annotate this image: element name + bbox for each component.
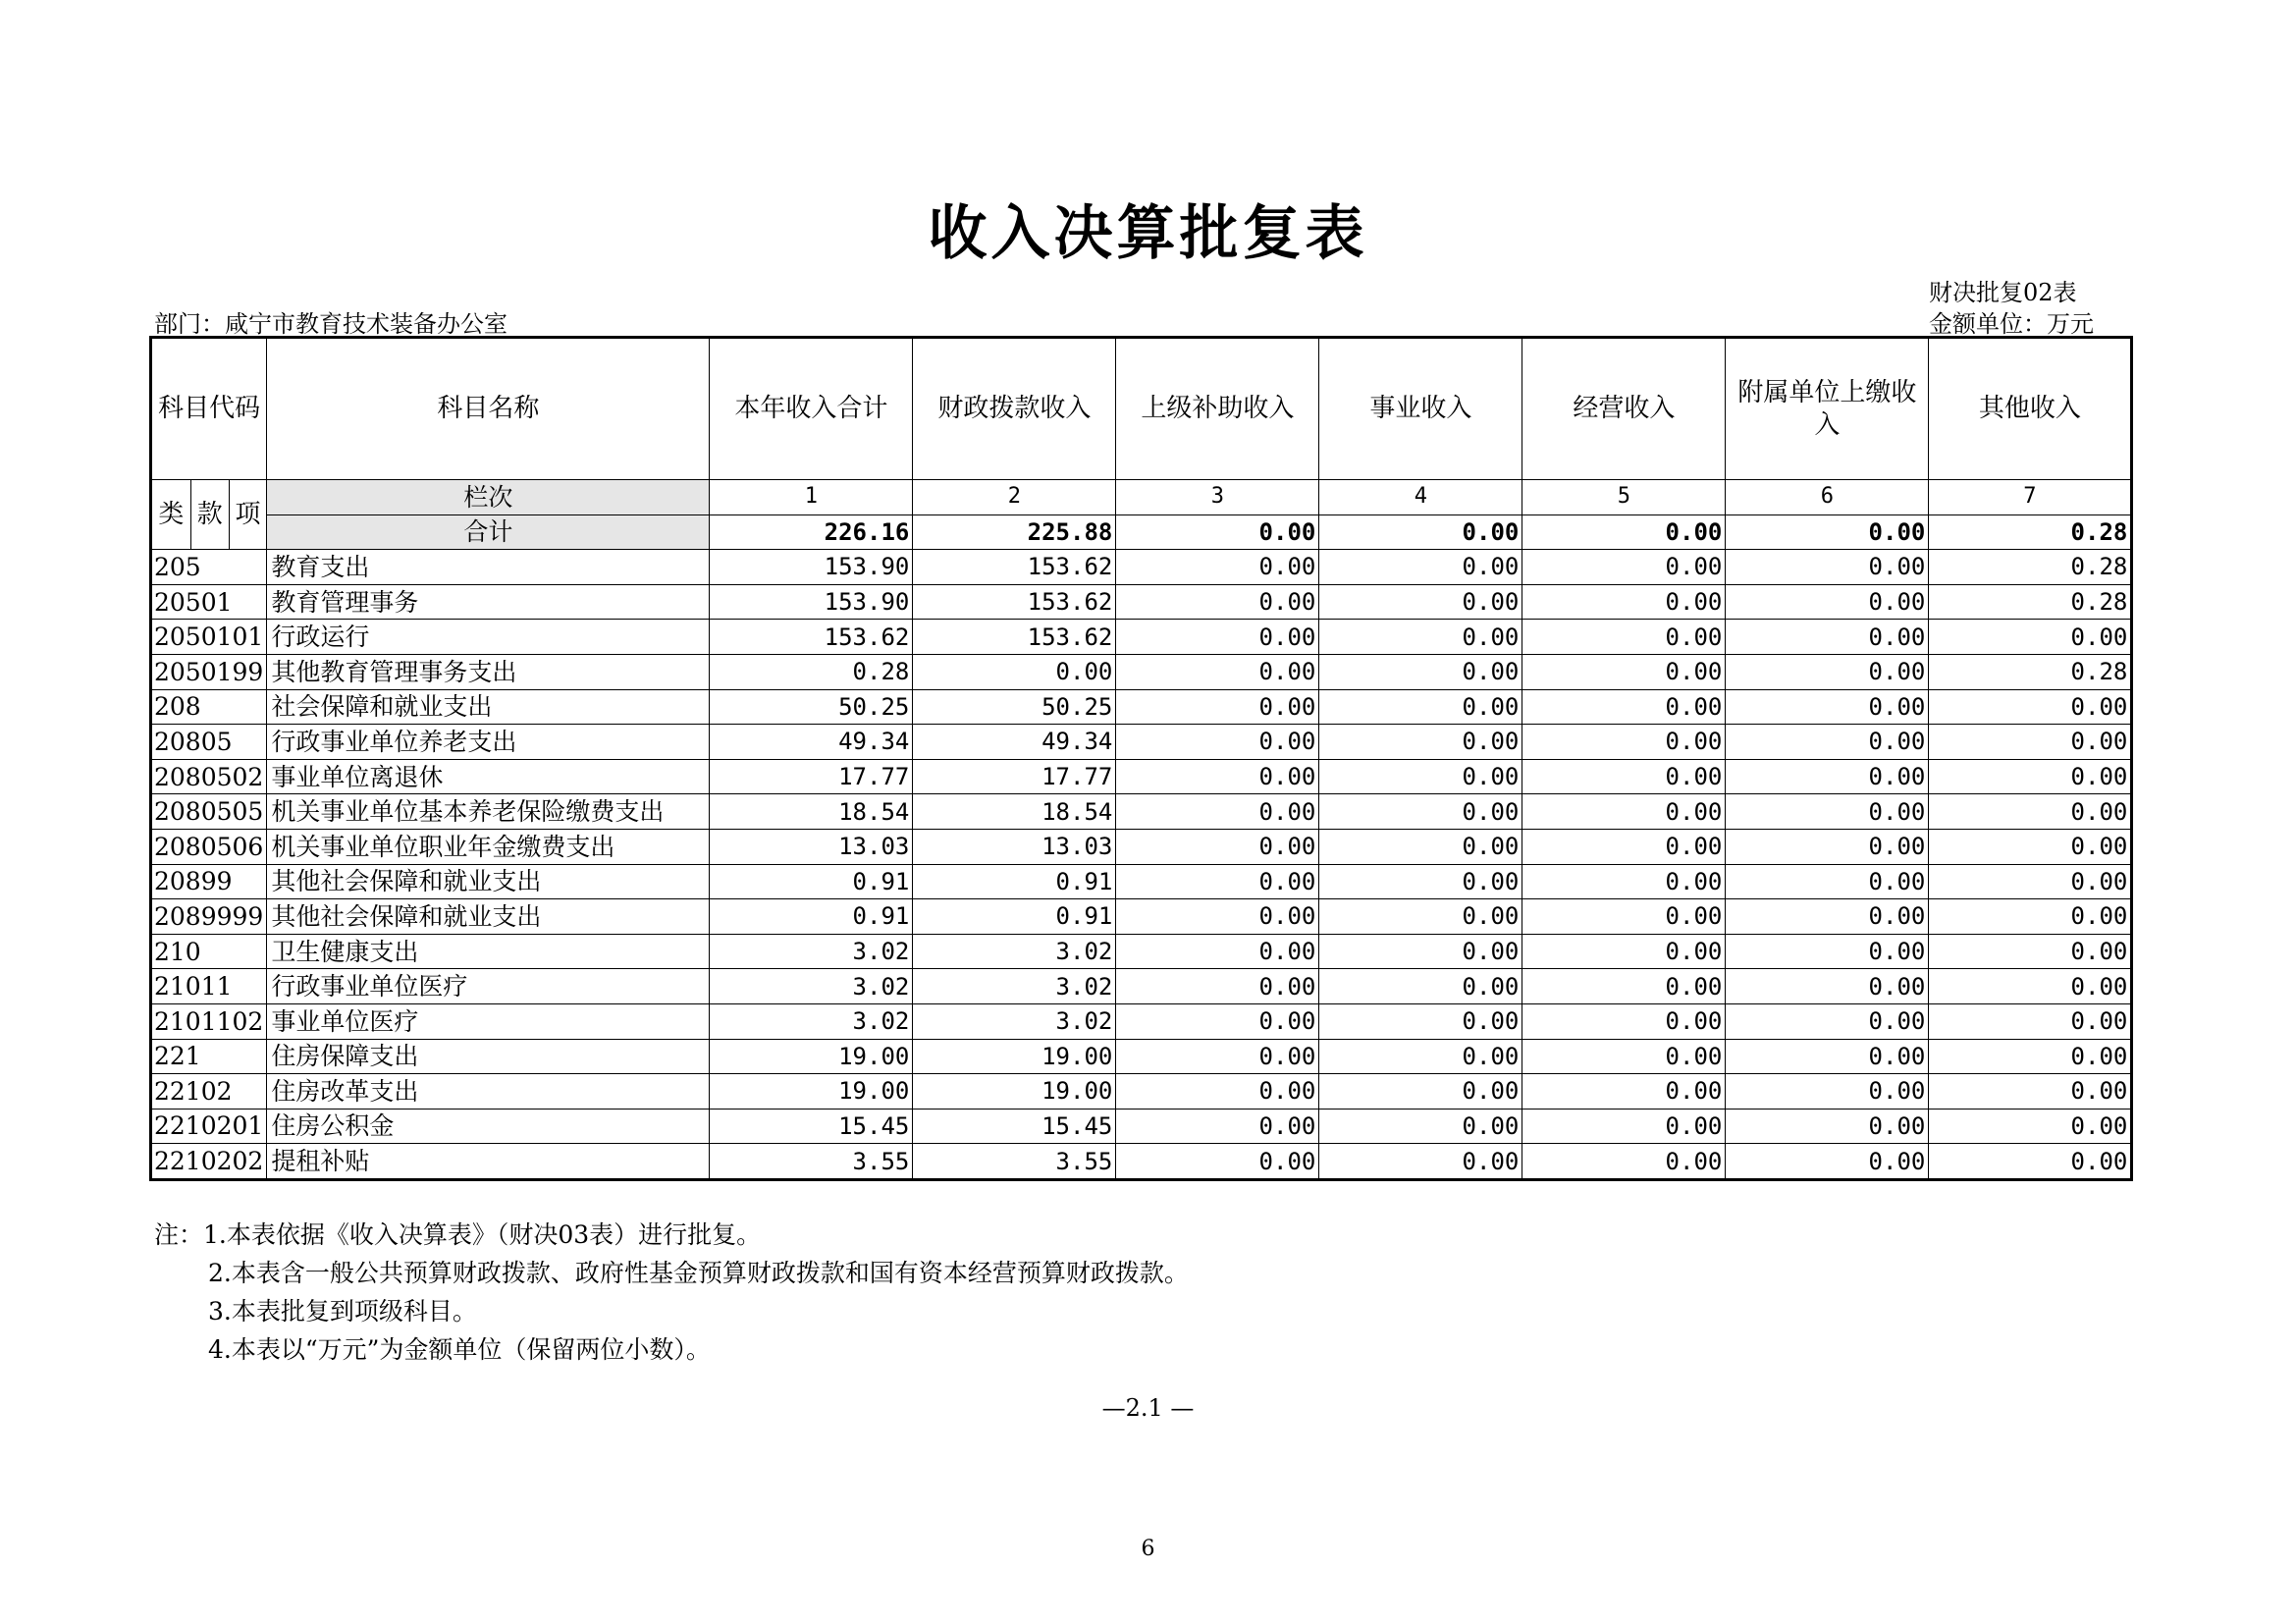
amount-cell: 0.00: [1726, 969, 1929, 1004]
amount-cell: 153.62: [913, 620, 1116, 655]
lanci-number: 3: [1116, 480, 1319, 515]
amount-cell: 0.00: [1319, 899, 1522, 935]
subject-name-cell: 事业单位离退休: [267, 759, 710, 794]
header-col-2: 财政拨款收入: [913, 338, 1116, 480]
table-row: [151, 620, 2132, 655]
form-code: 财决批复02表: [1929, 279, 2077, 306]
amount-cell: 0.00: [1726, 1039, 1929, 1074]
amount-cell: 19.00: [913, 1074, 1116, 1110]
amount-cell: 0.00: [1319, 1109, 1522, 1144]
amount-cell: 19.00: [710, 1039, 913, 1074]
amount-cell: 0.00: [1116, 584, 1319, 620]
subject-name-cell: 教育支出: [267, 550, 710, 585]
amount-cell: 0.00: [1116, 969, 1319, 1004]
amount-cell: 17.77: [913, 759, 1116, 794]
note-line: 2.本表含一般公共预算财政拨款、政府性基金预算财政拨款和国有资本经营预算财政拨款。: [208, 1259, 1189, 1287]
amount-cell: 0.91: [710, 864, 913, 899]
subject-name-cell: 其他社会保障和就业支出: [267, 864, 710, 899]
amount-cell: 3.02: [710, 1003, 913, 1039]
table-row: [151, 1039, 2132, 1074]
amount-cell: 0.00: [1522, 725, 1726, 760]
amount-cell: 0.00: [1319, 550, 1522, 585]
amount-cell: 0.00: [1116, 864, 1319, 899]
amount-cell: 0.28: [1929, 584, 2132, 620]
subject-name-cell: 其他教育管理事务支出: [267, 654, 710, 689]
subject-code-cell: 2050101: [151, 620, 267, 655]
amount-cell: 0.00: [1929, 689, 2132, 725]
amount-cell: 0.00: [1726, 1109, 1929, 1144]
total-cell: 0.00: [1522, 514, 1726, 550]
amount-cell: 0.91: [913, 899, 1116, 935]
amount-cell: 0.00: [1726, 725, 1929, 760]
amount-cell: 0.00: [1116, 1074, 1319, 1110]
header-subject-code: 科目代码: [151, 338, 267, 480]
subject-name-cell: 提租补贴: [267, 1144, 710, 1180]
amount-cell: 0.00: [1929, 934, 2132, 969]
amount-cell: 50.25: [710, 689, 913, 725]
amount-cell: 0.00: [1522, 864, 1726, 899]
subject-code-cell: 20805: [151, 725, 267, 760]
amount-cell: 0.00: [1522, 584, 1726, 620]
amount-cell: 0.00: [1726, 794, 1929, 830]
amount-cell: 153.90: [710, 584, 913, 620]
subject-code-cell: 2050199: [151, 654, 267, 689]
amount-cell: 3.02: [710, 969, 913, 1004]
amount-cell: 0.00: [1522, 829, 1726, 864]
lanci-number: 4: [1319, 480, 1522, 515]
amount-cell: 0.00: [1929, 969, 2132, 1004]
subject-code-cell: 22102: [151, 1074, 267, 1110]
amount-cell: 0.00: [1522, 794, 1726, 830]
total-cell: 0.00: [1319, 514, 1522, 550]
subject-code-cell: 2089999: [151, 899, 267, 935]
amount-cell: 0.00: [1726, 864, 1929, 899]
amount-cell: 0.00: [1319, 654, 1522, 689]
amount-cell: 0.00: [1319, 1039, 1522, 1074]
amount-cell: 18.54: [913, 794, 1116, 830]
amount-cell: 19.00: [913, 1039, 1116, 1074]
amount-cell: 0.00: [1726, 584, 1929, 620]
amount-cell: 0.00: [1522, 654, 1726, 689]
amount-cell: 0.00: [1929, 1144, 2132, 1180]
amount-cell: 0.00: [1522, 969, 1726, 1004]
subject-name-cell: 事业单位医疗: [267, 1003, 710, 1039]
amount-cell: 0.00: [1522, 1039, 1726, 1074]
amount-cell: 0.00: [1929, 1074, 2132, 1110]
amount-cell: 0.00: [1929, 725, 2132, 760]
table-row: [151, 934, 2132, 969]
header-col-1: 本年收入合计: [710, 338, 913, 480]
amount-cell: 0.00: [1726, 689, 1929, 725]
subject-name-cell: 行政事业单位医疗: [267, 969, 710, 1004]
header-col-5: 经营收入: [1522, 338, 1726, 480]
amount-cell: 0.00: [1116, 1003, 1319, 1039]
amount-cell: 0.00: [1929, 899, 2132, 935]
notes: [154, 1216, 1189, 1369]
amount-cell: 15.45: [913, 1109, 1116, 1144]
table-row: [151, 829, 2132, 864]
total-label: 合计: [267, 514, 710, 550]
amount-cell: 0.00: [1522, 1144, 1726, 1180]
lanci-number: 1: [710, 480, 913, 515]
amount-cell: 0.00: [1726, 1003, 1929, 1039]
unit-label: 金额单位：万元: [1929, 310, 2094, 338]
amount-cell: 15.45: [710, 1109, 913, 1144]
subject-name-cell: 机关事业单位职业年金缴费支出: [267, 829, 710, 864]
amount-cell: 0.00: [1116, 794, 1319, 830]
table-row: [151, 899, 2132, 935]
amount-cell: 0.91: [913, 864, 1116, 899]
total-cell: 226.16: [710, 514, 913, 550]
subject-code-cell: 2210202: [151, 1144, 267, 1180]
subject-name-cell: 机关事业单位基本养老保险缴费支出: [267, 794, 710, 830]
subject-name-cell: 教育管理事务: [267, 584, 710, 620]
amount-cell: 0.00: [1726, 934, 1929, 969]
lanci-number: 6: [1726, 480, 1929, 515]
amount-cell: 49.34: [913, 725, 1116, 760]
amount-cell: 0.00: [1116, 899, 1319, 935]
table-row: [151, 864, 2132, 899]
header-xiang: 项: [229, 480, 267, 550]
amount-cell: 3.02: [913, 969, 1116, 1004]
page-number: 6: [1141, 1537, 1155, 1561]
total-cell: 0.00: [1726, 514, 1929, 550]
amount-cell: 153.62: [913, 584, 1116, 620]
amount-cell: 0.28: [1929, 654, 2132, 689]
amount-cell: 0.00: [1726, 620, 1929, 655]
amount-cell: 0.00: [1522, 620, 1726, 655]
amount-cell: 0.00: [1116, 1144, 1319, 1180]
note-line: 注：1.本表依据《收入决算表》（财决03表）进行批复。: [154, 1220, 762, 1249]
amount-cell: 3.55: [710, 1144, 913, 1180]
amount-cell: 0.00: [1929, 794, 2132, 830]
subject-name-cell: 行政运行: [267, 620, 710, 655]
subject-name-cell: 住房保障支出: [267, 1039, 710, 1074]
amount-cell: 0.00: [1726, 1144, 1929, 1180]
lanci-number: 7: [1929, 480, 2132, 515]
amount-cell: 0.00: [1116, 759, 1319, 794]
page-title: 收入决算批复表: [928, 199, 1368, 268]
amount-cell: 0.00: [1319, 1003, 1522, 1039]
amount-cell: 153.62: [710, 620, 913, 655]
amount-cell: 49.34: [710, 725, 913, 760]
subject-code-cell: 221: [151, 1039, 267, 1074]
header-kuan: 款: [190, 480, 229, 550]
table-row: [151, 654, 2132, 689]
amount-cell: 0.00: [1929, 1003, 2132, 1039]
amount-cell: 0.00: [1522, 1074, 1726, 1110]
lanci-label: 栏次: [267, 480, 710, 515]
table-row: [151, 794, 2132, 830]
subject-code-cell: 2080506: [151, 829, 267, 864]
amount-cell: 0.00: [1319, 689, 1522, 725]
amount-cell: 18.54: [710, 794, 913, 830]
amount-cell: 0.00: [1522, 759, 1726, 794]
table-row: [151, 1144, 2132, 1180]
subject-code-cell: 20899: [151, 864, 267, 899]
subject-code-cell: 210: [151, 934, 267, 969]
amount-cell: 0.00: [1116, 829, 1319, 864]
lanci-number: 5: [1522, 480, 1726, 515]
subject-name-cell: 住房公积金: [267, 1109, 710, 1144]
amount-cell: 0.00: [1522, 934, 1726, 969]
amount-cell: 3.02: [913, 934, 1116, 969]
header-col-7: 其他收入: [1929, 338, 2132, 480]
total-cell: 0.00: [1116, 514, 1319, 550]
table-row: [151, 689, 2132, 725]
amount-cell: 0.00: [1726, 550, 1929, 585]
table-row: [151, 725, 2132, 760]
header-subject-name: 科目名称: [267, 338, 710, 480]
amount-cell: 0.91: [710, 899, 913, 935]
amount-cell: 0.00: [1319, 1074, 1522, 1110]
amount-cell: 0.00: [913, 654, 1116, 689]
header-col-4: 事业收入: [1319, 338, 1522, 480]
table-row: [151, 759, 2132, 794]
lanci-row: [151, 480, 2132, 515]
amount-cell: 0.00: [1726, 899, 1929, 935]
table-row: [151, 969, 2132, 1004]
amount-cell: 13.03: [913, 829, 1116, 864]
subject-name-cell: 社会保障和就业支出: [267, 689, 710, 725]
table-row: [151, 584, 2132, 620]
subject-code-cell: 21011: [151, 969, 267, 1004]
subject-code-cell: 208: [151, 689, 267, 725]
amount-cell: 0.00: [1319, 584, 1522, 620]
subject-code-cell: 2080505: [151, 794, 267, 830]
amount-cell: 0.00: [1319, 934, 1522, 969]
amount-cell: 17.77: [710, 759, 913, 794]
amount-cell: 0.00: [1726, 654, 1929, 689]
amount-cell: 0.28: [1929, 550, 2132, 585]
amount-cell: 0.00: [1116, 689, 1319, 725]
amount-cell: 0.28: [710, 654, 913, 689]
amount-cell: 0.00: [1929, 1109, 2132, 1144]
amount-cell: 3.55: [913, 1144, 1116, 1180]
amount-cell: 0.00: [1522, 899, 1726, 935]
amount-cell: 0.00: [1522, 550, 1726, 585]
amount-cell: 0.00: [1929, 620, 2132, 655]
amount-cell: 0.00: [1116, 654, 1319, 689]
page-footer: —2.1 —: [1101, 1394, 1195, 1422]
amount-cell: 0.00: [1116, 1109, 1319, 1144]
subject-name-cell: 其他社会保障和就业支出: [267, 899, 710, 935]
subject-name-cell: 行政事业单位养老支出: [267, 725, 710, 760]
amount-cell: 50.25: [913, 689, 1116, 725]
table-row: [151, 550, 2132, 585]
amount-cell: 0.00: [1116, 1039, 1319, 1074]
amount-cell: 0.00: [1929, 759, 2132, 794]
total-row: [151, 514, 2132, 550]
amount-cell: 0.00: [1929, 1039, 2132, 1074]
amount-cell: 0.00: [1319, 1144, 1522, 1180]
table-row: [151, 1109, 2132, 1144]
table-row: [151, 1074, 2132, 1110]
subject-code-cell: 2080502: [151, 759, 267, 794]
amount-cell: 3.02: [710, 934, 913, 969]
amount-cell: 0.00: [1726, 829, 1929, 864]
subject-name-cell: 住房改革支出: [267, 1074, 710, 1110]
amount-cell: 0.00: [1319, 794, 1522, 830]
amount-cell: 0.00: [1522, 1003, 1726, 1039]
header-lei: 类: [151, 480, 191, 550]
amount-cell: 0.00: [1522, 689, 1726, 725]
amount-cell: 0.00: [1319, 725, 1522, 760]
amount-cell: 153.90: [710, 550, 913, 585]
amount-cell: 0.00: [1522, 1109, 1726, 1144]
header-col-6: 附属单位上缴收入: [1726, 338, 1929, 480]
amount-cell: 0.00: [1726, 1074, 1929, 1110]
amount-cell: 0.00: [1319, 864, 1522, 899]
amount-cell: 0.00: [1116, 934, 1319, 969]
amount-cell: 0.00: [1116, 725, 1319, 760]
amount-cell: 0.00: [1116, 620, 1319, 655]
table-row: [151, 1003, 2132, 1039]
subject-name-cell: 卫生健康支出: [267, 934, 710, 969]
subject-code-cell: 2210201: [151, 1109, 267, 1144]
subject-code-cell: 20501: [151, 584, 267, 620]
amount-cell: 0.00: [1116, 550, 1319, 585]
total-cell: 225.88: [913, 514, 1116, 550]
amount-cell: 0.00: [1319, 620, 1522, 655]
amount-cell: 13.03: [710, 829, 913, 864]
amount-cell: 0.00: [1929, 864, 2132, 899]
amount-cell: 19.00: [710, 1074, 913, 1110]
subject-code-cell: 2101102: [151, 1003, 267, 1039]
total-cell: 0.28: [1929, 514, 2132, 550]
income-table: [149, 336, 2133, 1181]
amount-cell: 0.00: [1319, 829, 1522, 864]
amount-cell: 0.00: [1319, 759, 1522, 794]
amount-cell: 153.62: [913, 550, 1116, 585]
lanci-number: 2: [913, 480, 1116, 515]
department-label: 部门：咸宁市教育技术装备办公室: [154, 310, 507, 338]
amount-cell: 3.02: [913, 1003, 1116, 1039]
amount-cell: 0.00: [1319, 969, 1522, 1004]
amount-cell: 0.00: [1726, 759, 1929, 794]
header-row: [151, 338, 2132, 480]
amount-cell: 0.00: [1929, 829, 2132, 864]
header-col-3: 上级补助收入: [1116, 338, 1319, 480]
note-line: 4.本表以“万元”为金额单位（保留两位小数）。: [208, 1335, 711, 1364]
note-line: 3.本表批复到项级科目。: [208, 1297, 477, 1326]
subject-code-cell: 205: [151, 550, 267, 585]
